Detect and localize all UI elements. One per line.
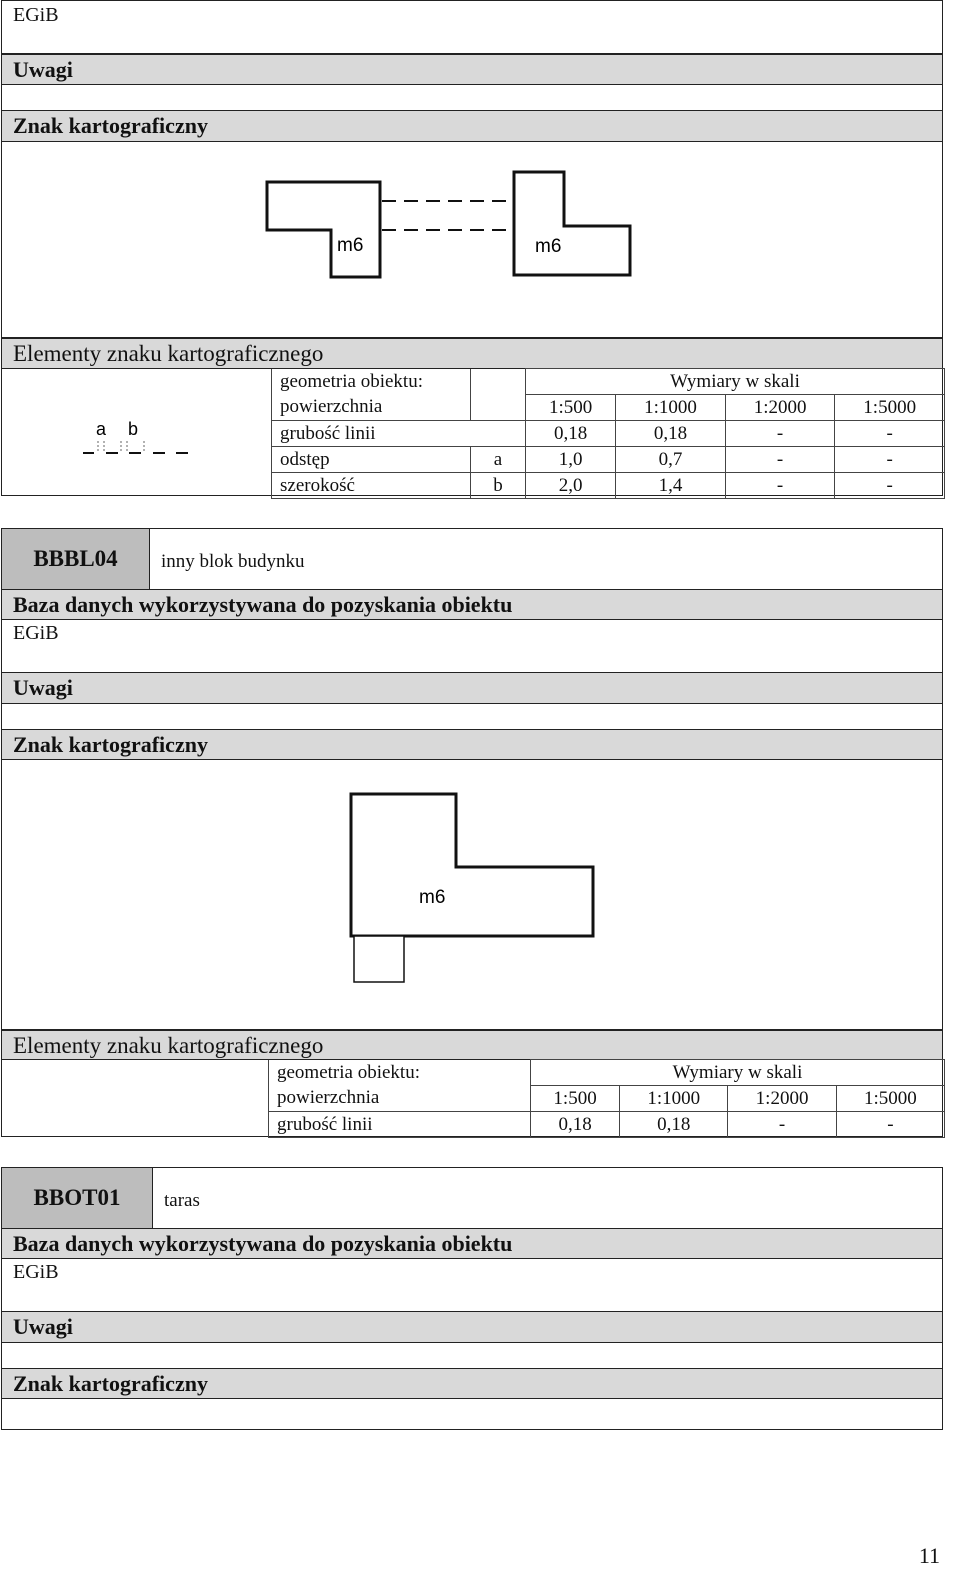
sign-area bbox=[1, 1399, 943, 1430]
param-symbol: a bbox=[471, 447, 526, 473]
geometry-label: geometria obiektu: bbox=[269, 1060, 531, 1086]
diagram-label-a: a bbox=[96, 419, 107, 439]
sign-header bbox=[1, 1369, 943, 1399]
sign-header bbox=[1, 111, 943, 142]
scale-cell: 1:500 bbox=[526, 395, 616, 421]
elements-area bbox=[1, 369, 943, 496]
sign-header bbox=[1, 730, 943, 760]
param-name: grubość linii bbox=[272, 421, 526, 447]
value-cell: 1,4 bbox=[616, 473, 726, 499]
elements-area bbox=[1, 1060, 943, 1137]
dimensions-table bbox=[268, 1059, 945, 1138]
geometry-value: powierzchnia bbox=[272, 395, 471, 421]
scale-cell: 1:2000 bbox=[728, 1086, 836, 1112]
value-cell: - bbox=[728, 1112, 836, 1138]
sign-area bbox=[1, 142, 943, 338]
sign-text-left: m6 bbox=[337, 235, 364, 256]
remarks-label: Uwagi bbox=[13, 1314, 73, 1339]
database-value-box bbox=[1, 620, 943, 673]
value-cell: 0,18 bbox=[531, 1112, 620, 1138]
value-cell: - bbox=[835, 447, 945, 473]
object-code-row bbox=[1, 528, 943, 590]
remarks-header bbox=[1, 54, 943, 85]
database-header bbox=[1, 590, 943, 620]
value-cell: - bbox=[835, 473, 945, 499]
elements-header bbox=[1, 338, 943, 369]
scale-cell: 1:1000 bbox=[616, 395, 726, 421]
geometry-value: powierzchnia bbox=[269, 1086, 531, 1112]
remarks-header bbox=[1, 1312, 943, 1343]
sign-label: Znak kartograficzny bbox=[13, 732, 208, 757]
sign-area bbox=[1, 760, 943, 1030]
elements-header bbox=[1, 1030, 943, 1060]
sign-drawing bbox=[2, 760, 942, 1030]
param-name: odstęp bbox=[272, 447, 471, 473]
database-label: Baza danych wykorzystywana do pozyskania obiektu bbox=[13, 1231, 513, 1256]
scales-header: Wymiary w skali bbox=[526, 369, 945, 395]
object-description: taras bbox=[164, 1190, 200, 1211]
sign-text: m6 bbox=[419, 887, 446, 908]
value-cell: - bbox=[725, 421, 835, 447]
scales-header: Wymiary w skali bbox=[531, 1060, 945, 1086]
value-cell: 2,0 bbox=[526, 473, 616, 499]
database-label: Baza danych wykorzystywana do pozyskania obiektu bbox=[13, 592, 513, 617]
table-row bbox=[272, 473, 945, 499]
object-code: BBBL04 bbox=[2, 529, 150, 589]
sign-label: Znak kartograficzny bbox=[13, 113, 208, 138]
param-name: grubość linii bbox=[269, 1112, 531, 1138]
database-value: EGiB bbox=[13, 1261, 59, 1283]
value-cell: 0,18 bbox=[526, 421, 616, 447]
scale-cell: 1:5000 bbox=[835, 395, 945, 421]
dimensions-table bbox=[271, 368, 945, 499]
table-row bbox=[272, 421, 945, 447]
table-row bbox=[272, 447, 945, 473]
database-value: EGiB bbox=[13, 4, 59, 26]
sign-text-right: m6 bbox=[535, 236, 562, 257]
building-shape-right bbox=[514, 172, 630, 275]
building-shape-left bbox=[267, 182, 380, 277]
line-pattern-diagram bbox=[80, 413, 220, 473]
geometry-label: geometria obiektu: bbox=[272, 369, 471, 395]
object-code-row bbox=[1, 1167, 943, 1229]
param-name: szerokość bbox=[272, 473, 471, 499]
value-cell: - bbox=[836, 1112, 944, 1138]
sign-drawing bbox=[2, 142, 942, 338]
remarks-label: Uwagi bbox=[13, 57, 73, 82]
remarks-content bbox=[1, 704, 943, 730]
sign-label: Znak kartograficzny bbox=[13, 1371, 208, 1396]
value-cell: - bbox=[725, 473, 835, 499]
value-cell: 0,18 bbox=[620, 1112, 728, 1138]
elements-title: Elementy znaku kartograficznego bbox=[13, 1033, 324, 1058]
object-description: inny blok budynku bbox=[161, 551, 305, 572]
diagram-label-b: b bbox=[128, 419, 139, 439]
value-cell: - bbox=[835, 421, 945, 447]
database-header bbox=[1, 1229, 943, 1259]
value-cell: 0,18 bbox=[616, 421, 726, 447]
remarks-content bbox=[1, 85, 943, 111]
param-symbol: b bbox=[471, 473, 526, 499]
database-value-box bbox=[1, 0, 943, 54]
scale-cell: 1:2000 bbox=[725, 395, 835, 421]
terrace-shape bbox=[354, 936, 404, 982]
building-shape bbox=[351, 794, 593, 936]
remarks-content bbox=[1, 1343, 943, 1369]
scale-cell: 1:1000 bbox=[620, 1086, 728, 1112]
database-value: EGiB bbox=[13, 622, 59, 644]
database-value-box bbox=[1, 1259, 943, 1312]
object-code: BBOT01 bbox=[2, 1168, 153, 1228]
remarks-label: Uwagi bbox=[13, 675, 73, 700]
remarks-header bbox=[1, 673, 943, 704]
scale-cell: 1:5000 bbox=[836, 1086, 944, 1112]
value-cell: 0,7 bbox=[616, 447, 726, 473]
elements-title: Elementy znaku kartograficznego bbox=[13, 341, 324, 366]
table-row bbox=[269, 1112, 945, 1138]
page-number: 11 bbox=[918, 1543, 940, 1568]
value-cell: - bbox=[725, 447, 835, 473]
scale-cell: 1:500 bbox=[531, 1086, 620, 1112]
value-cell: 1,0 bbox=[526, 447, 616, 473]
